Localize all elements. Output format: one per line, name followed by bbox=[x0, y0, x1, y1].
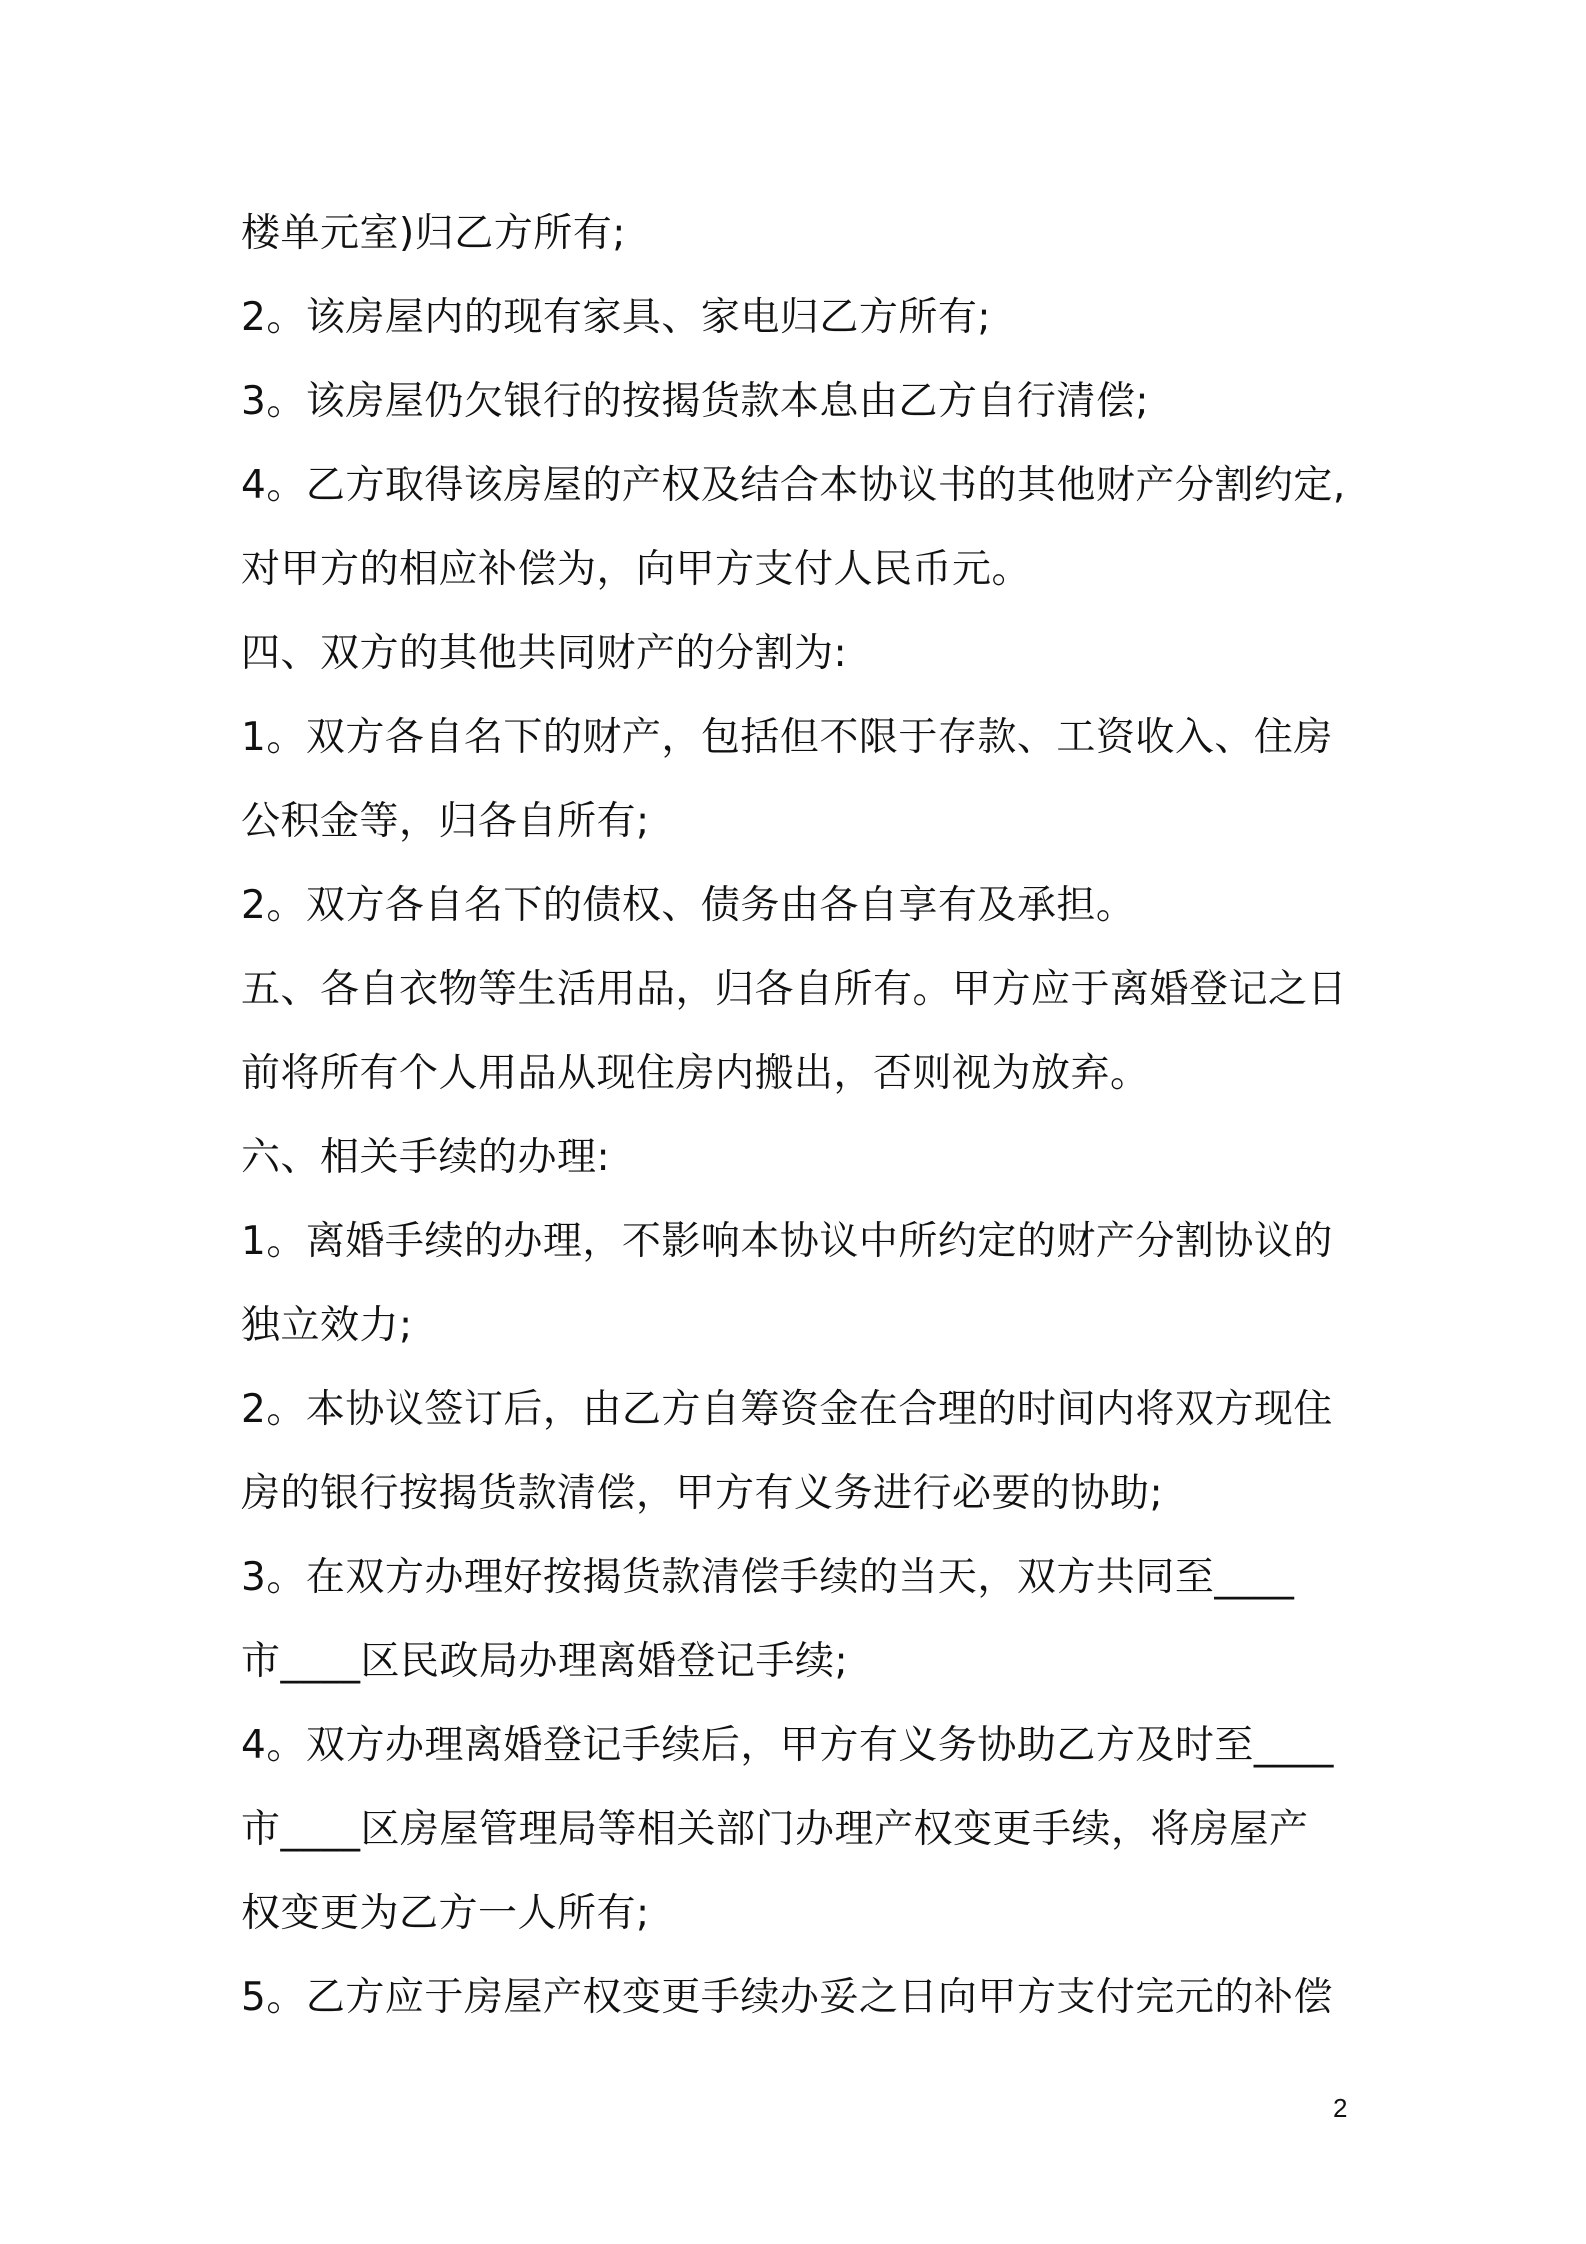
text-line: 独立效力; bbox=[241, 1303, 413, 1348]
text-line: 3。该房屋仍欠银行的按揭货款本息由乙方自行清偿; bbox=[241, 379, 1149, 424]
section-heading: 五、各自衣物等生活用品，归各自所有。甲方应于离婚登记之日 bbox=[241, 967, 1348, 1012]
text-line: 对甲方的相应补偿为，向甲方支付人民币元。 bbox=[241, 547, 1032, 592]
text-line: 3。在双方办理好按揭货款清偿手续的当天，双方共同至____ bbox=[241, 1555, 1295, 1600]
text-line: 2。该房屋内的现有家具、家电归乙方所有; bbox=[241, 295, 991, 340]
section-heading: 六、相关手续的办理: bbox=[241, 1135, 611, 1180]
text-line: 权变更为乙方一人所有; bbox=[241, 1891, 650, 1936]
text-line: 房的银行按揭货款清偿，甲方有义务进行必要的协助; bbox=[241, 1471, 1164, 1516]
text-line: 楼单元室)归乙方所有; bbox=[241, 211, 626, 256]
text-line: 4。乙方取得该房屋的产权及结合本协议书的其他财产分割约定, bbox=[241, 463, 1346, 508]
text-line: 1。双方各自名下的财产，包括但不限于存款、工资收入、住房 bbox=[241, 715, 1333, 760]
document-body bbox=[241, 192, 1381, 2040]
text-line: 1。离婚手续的办理，不影响本协议中所约定的财产分割协议的 bbox=[241, 1219, 1333, 1264]
text-line: 4。双方办理离婚登记手续后，甲方有义务协助乙方及时至____ bbox=[241, 1723, 1334, 1768]
text-line: 2。本协议签订后，由乙方自筹资金在合理的时间内将双方现住 bbox=[241, 1387, 1333, 1432]
text-line: 前将所有个人用品从现住房内搬出，否则视为放弃。 bbox=[241, 1051, 1150, 1096]
text-line: 市____区房屋管理局等相关部门办理产权变更手续，将房屋产 bbox=[241, 1807, 1309, 1852]
text-line: 2。双方各自名下的债权、债务由各自享有及承担。 bbox=[241, 883, 1136, 928]
text-line: 市____区民政局办理离婚登记手续; bbox=[241, 1639, 849, 1684]
page-number: 2 bbox=[1333, 2093, 1348, 2123]
text-line: 公积金等，归各自所有; bbox=[241, 799, 650, 844]
text-line: 5。乙方应于房屋产权变更手续办妥之日向甲方支付完元的补偿 bbox=[241, 1975, 1333, 2020]
section-heading: 四、双方的其他共同财产的分割为: bbox=[241, 631, 848, 676]
